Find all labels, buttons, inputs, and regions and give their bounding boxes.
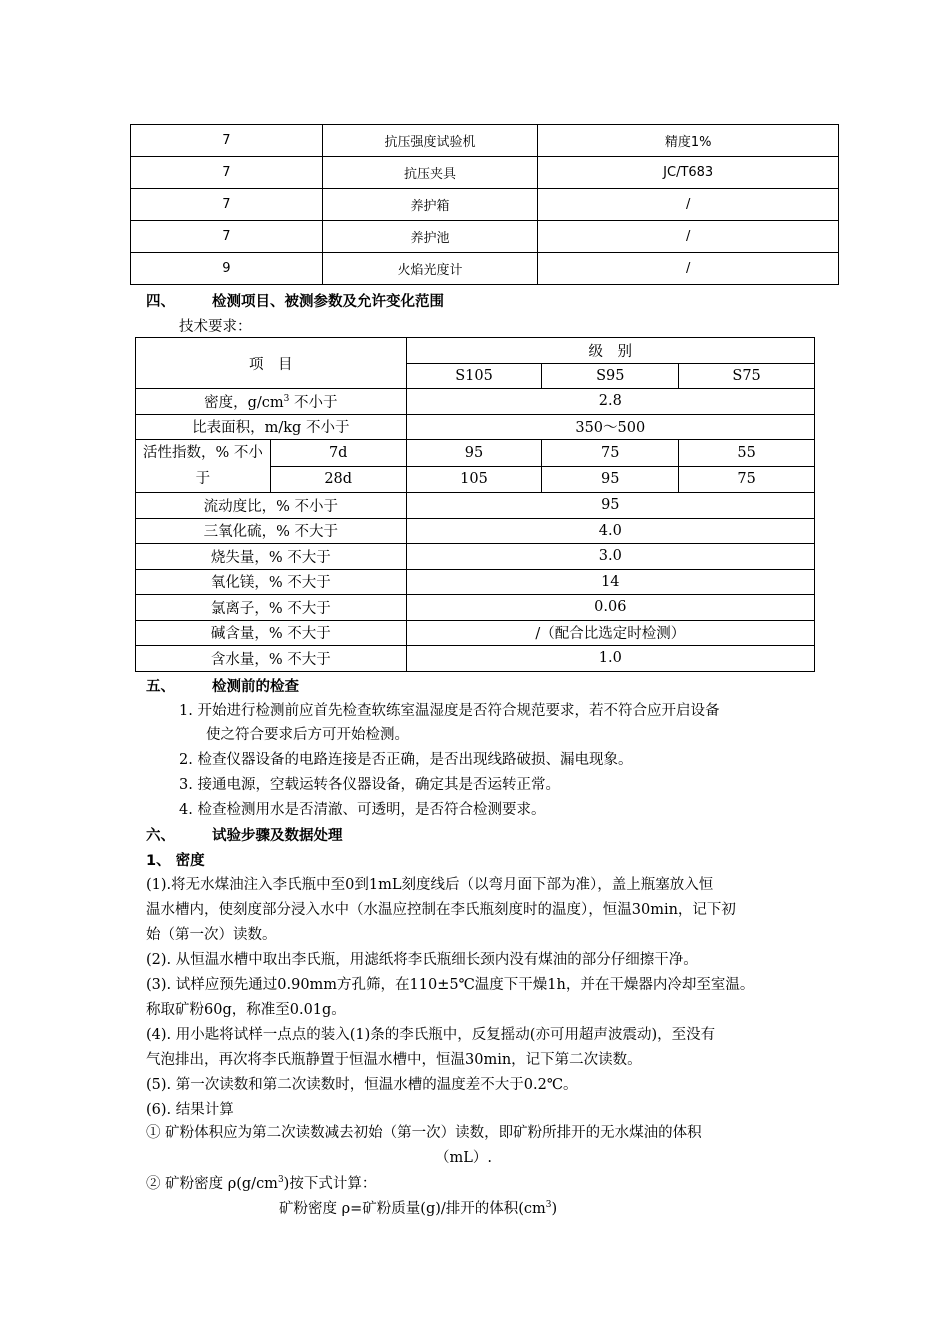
activity-value: 105 <box>406 466 542 493</box>
calc-item-2-tail: )按下式计算： <box>283 1176 377 1192</box>
grade-s75: S75 <box>679 363 815 389</box>
table-row <box>136 620 815 646</box>
procedure-text <box>146 873 826 1123</box>
table-row <box>136 569 815 595</box>
calc-item-2-text: ② 矿粉密度 ρ(g/cm <box>146 1176 278 1192</box>
equipment-spec: JC/T683 <box>538 157 839 189</box>
subsection-density-heading: 1、 密度 <box>146 853 205 869</box>
table-row <box>136 493 815 519</box>
table-row <box>136 544 815 570</box>
table-row <box>131 157 839 189</box>
spec-value: 0.06 <box>406 595 814 621</box>
activity-value: 75 <box>679 466 815 493</box>
activity-value: 75 <box>542 440 679 467</box>
table-row <box>136 518 815 544</box>
procedure-line: 温水槽内，使刻度部分浸入水中（水温应控制在李氏瓶刻度时的温度），恒温30min，记下初 <box>146 902 736 918</box>
section-title: 试验步骤及数据处理 <box>212 828 343 844</box>
table-row <box>131 253 839 285</box>
equipment-number: 7 <box>131 125 323 157</box>
formula-text: 矿粉密度 ρ=矿粉质量(g)/排开的体积(cm <box>279 1201 546 1217</box>
table-row <box>136 595 815 621</box>
spec-label: 氧化镁，% 不大于 <box>136 569 407 595</box>
equipment-spec: / <box>538 221 839 253</box>
spec-value: 95 <box>406 493 814 519</box>
density-formula <box>279 1197 557 1218</box>
spec-value: 4.0 <box>406 518 814 544</box>
table-row <box>131 189 839 221</box>
density-label <box>136 389 407 415</box>
spec-label: 氯离子，% 不大于 <box>136 595 407 621</box>
spec-value: 14 <box>406 569 814 595</box>
spec-label: 流动度比，% 不小于 <box>136 493 407 519</box>
item-header: 项 目 <box>136 338 407 389</box>
section-title: 检测前的检查 <box>212 679 299 695</box>
equipment-name: 抗压夹具 <box>322 157 538 189</box>
grade-s105: S105 <box>406 363 542 389</box>
equipment-spec: / <box>538 189 839 221</box>
spec-value: 1.0 <box>406 646 814 672</box>
formula-tail: ) <box>551 1201 558 1217</box>
table-row <box>136 414 815 440</box>
unit-sup: 3 <box>545 1200 552 1211</box>
spec-table <box>135 337 815 672</box>
spec-value: /（配合比选定时检测） <box>406 620 814 646</box>
spec-label: 三氧化硫，% 不大于 <box>136 518 407 544</box>
spec-table-rows <box>136 493 815 672</box>
activity-age: 7d <box>270 440 406 467</box>
table-row <box>136 646 815 672</box>
table-row <box>131 221 839 253</box>
density-unit-sup: 3 <box>283 393 290 404</box>
activity-age: 28d <box>270 466 406 493</box>
grade-s95: S95 <box>542 363 679 389</box>
equipment-name: 养护池 <box>322 221 538 253</box>
equipment-number: 7 <box>131 157 323 189</box>
table-row <box>136 440 815 467</box>
surface-value: 350～500 <box>406 414 814 440</box>
section-4-heading <box>146 290 444 311</box>
equipment-spec: / <box>538 253 839 285</box>
procedure-line: (1).将无水煤油注入李氏瓶中至0到1mL刻度线后（以弯月面下部为准），盖上瓶塞放入恒 <box>146 877 714 893</box>
table-row <box>131 125 839 157</box>
equipment-spec: 精度1% <box>538 125 839 157</box>
equipment-name: 抗压强度试验机 <box>322 125 538 157</box>
table-row <box>136 338 815 364</box>
equipment-table <box>130 124 839 285</box>
equipment-table-body <box>131 125 839 285</box>
density-label-text: 密度，g/cm <box>204 394 284 411</box>
density-label-tail: 不小于 <box>289 394 338 411</box>
unit-sup: 3 <box>277 1175 284 1186</box>
grade-header: 级 别 <box>406 338 814 364</box>
calc-item-2 <box>146 1172 376 1193</box>
procedure-line: 称取矿粉60g，称准至0.01g。 <box>146 1002 346 1018</box>
section-number: 六、 <box>146 828 175 844</box>
activity-value: 95 <box>542 466 679 493</box>
spec-label: 烧失量，% 不大于 <box>136 544 407 570</box>
tech-requirement-label: 技术要求： <box>179 319 252 335</box>
spec-value: 3.0 <box>406 544 814 570</box>
density-value: 2.8 <box>406 389 814 415</box>
equipment-number: 7 <box>131 221 323 253</box>
procedure-line: (2). 从恒温水槽中取出李氏瓶，用滤纸将李氏瓶细长颈内没有煤油的部分仔细擦干净。 <box>146 952 698 968</box>
calc-item-1-cont: （mL）. <box>435 1150 492 1166</box>
table-row <box>136 389 815 415</box>
section-number: 五、 <box>146 679 175 695</box>
procedure-line: 始（第一次）读数。 <box>146 927 277 943</box>
activity-value: 55 <box>679 440 815 467</box>
activity-value: 95 <box>406 440 542 467</box>
equipment-number: 9 <box>131 253 323 285</box>
activity-label: 活性指数，% 不小于 <box>136 440 271 493</box>
surface-label: 比表面积，m/kg 不小于 <box>136 414 407 440</box>
check-item-4: 4. 检查检测用水是否清澈、可透明，是否符合检测要求。 <box>179 802 546 818</box>
section-5-heading <box>146 675 299 696</box>
equipment-name: 养护箱 <box>322 189 538 221</box>
check-item-2: 2. 检查仪器设备的电路连接是否正确，是否出现线路破损、漏电现象。 <box>179 752 633 768</box>
spec-label: 含水量，% 不大于 <box>136 646 407 672</box>
calc-item-1: ① 矿粉体积应为第二次读数减去初始（第一次）读数，即矿粉所排开的无水煤油的体积 <box>146 1125 702 1141</box>
section-6-heading <box>146 824 343 845</box>
section-title: 检测项目、被测参数及允许变化范围 <box>212 294 444 310</box>
check-item-1: 1. 开始进行检测前应首先检查软练室温湿度是否符合规范要求，若不符合应开启设备 <box>179 703 720 719</box>
check-item-3: 3. 接通电源，空载运转各仪器设备，确定其是否运转正常。 <box>179 777 560 793</box>
check-item-1-cont: 使之符合要求后方可开始检测。 <box>206 727 409 743</box>
section-number: 四、 <box>146 294 175 310</box>
procedure-line: (4). 用小匙将试样一点点的装入(1)条的李氏瓶中，反复摇动(亦可用超声波震动)，至没有 <box>146 1027 716 1043</box>
spec-label: 碱含量，% 不大于 <box>136 620 407 646</box>
procedure-line: (3). 试样应预先通过0.90mm方孔筛，在110±5℃温度下干燥1h，并在干燥器内冷却至室温。 <box>146 977 755 993</box>
equipment-name: 火焰光度计 <box>322 253 538 285</box>
procedure-line: (6). 结果计算 <box>146 1102 234 1118</box>
procedure-line: 气泡排出，再次将李氏瓶静置于恒温水槽中，恒温30min，记下第二次读数。 <box>146 1052 642 1068</box>
procedure-line: (5). 第一次读数和第二次读数时，恒温水槽的温度差不大于0.2℃。 <box>146 1077 578 1093</box>
equipment-number: 7 <box>131 189 323 221</box>
